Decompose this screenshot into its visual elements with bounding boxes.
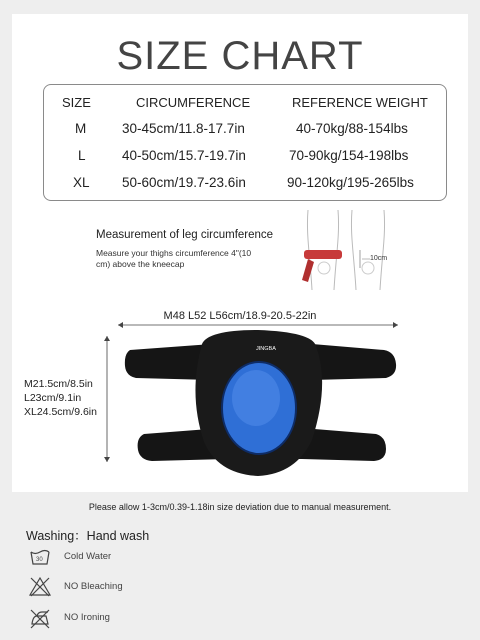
height-label-l: L23cm/9.1in	[24, 392, 82, 404]
page-title: SIZE CHART	[116, 34, 364, 78]
height-label-xl: XL24.5cm/9.6in	[24, 406, 97, 418]
height-dimension-labels	[24, 377, 97, 419]
no-bleaching-icon	[28, 575, 52, 599]
no-ironing-icon	[28, 606, 52, 630]
row-xl-circumference: 50-60cm/19.7-23.6in	[122, 175, 246, 190]
brand-logo: JINGBA	[256, 346, 276, 352]
header-circumference: CIRCUMFERENCE	[136, 95, 251, 110]
size-chart-card	[12, 14, 468, 492]
header-size: SIZE	[62, 95, 91, 110]
no-ironing-label: NO Ironing	[64, 612, 110, 623]
row-l-weight: 70-90kg/154-198lbs	[289, 148, 409, 163]
cold-water-icon	[28, 545, 52, 569]
height-label-m: M21.5cm/8.5in	[24, 378, 93, 390]
width-dimension-label: M48 L52 L56cm/18.9-20.5-22in	[163, 310, 317, 322]
measurement-note: Measure your thighs circumference 4"(10 cm) above the kneecap	[96, 248, 252, 269]
row-xl-weight: 90-120kg/195-265lbs	[287, 175, 414, 190]
cold-water-label: Cold Water	[64, 551, 112, 562]
header-weight: REFERENCE WEIGHT	[292, 95, 428, 110]
diagram-10cm-label: 10cm	[370, 255, 388, 262]
row-l-circumference: 40-50cm/15.7-19.7in	[122, 148, 246, 163]
knee-pad-image	[12, 14, 468, 492]
row-m-weight: 40-70kg/88-154lbs	[296, 121, 408, 136]
measurement-title: Measurement of leg circumference	[96, 229, 274, 241]
row-m-circumference: 30-45cm/11.8-17.7in	[122, 121, 245, 136]
no-bleaching-label: NO Bleaching	[64, 581, 123, 592]
washing-title: Washing：Hand wash	[26, 529, 150, 543]
row-m-size: M	[75, 121, 87, 136]
row-xl-size: XL	[73, 175, 90, 190]
deviation-note: Please allow 1-3cm/0.39-1.18in size deviation due to manual measurement.	[88, 502, 392, 512]
row-l-size: L	[78, 148, 86, 163]
svg-text:30: 30	[36, 557, 43, 563]
